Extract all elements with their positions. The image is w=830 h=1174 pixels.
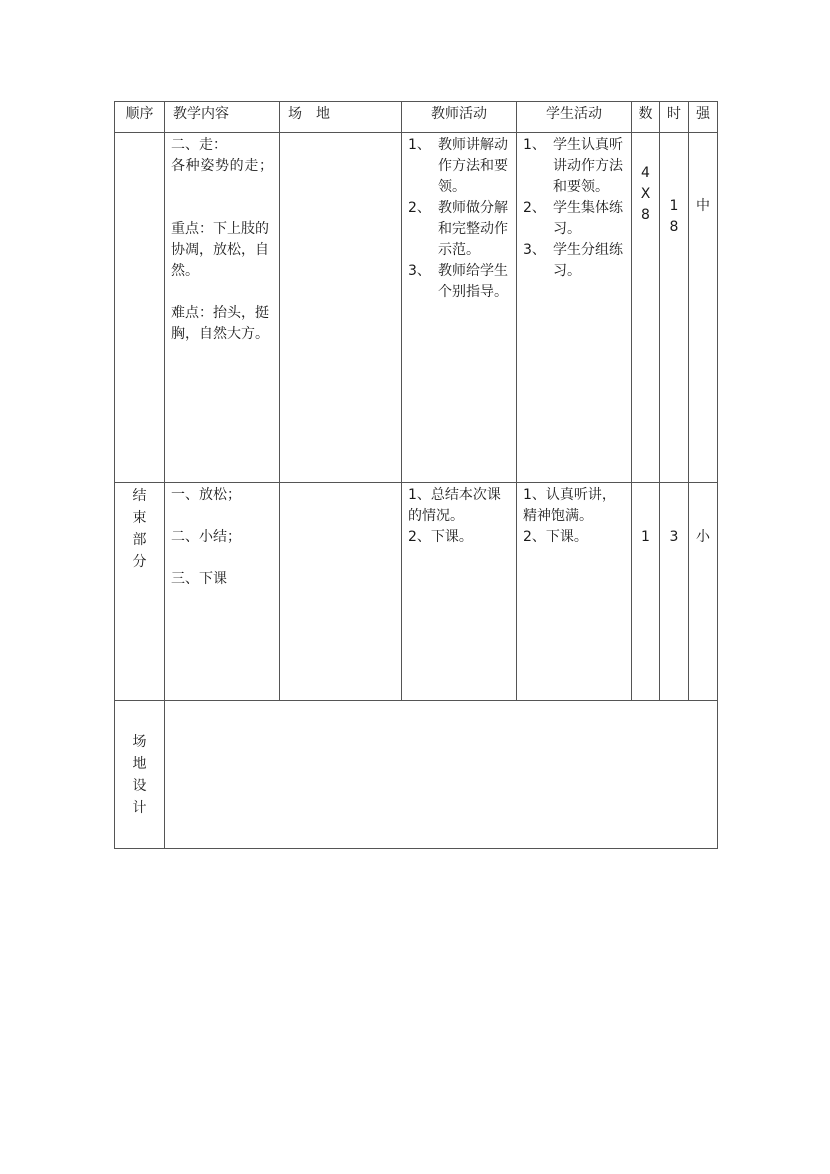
walking-venue-cell [280, 133, 402, 483]
ending-teacher-cell [402, 483, 517, 701]
ending-content-cell [165, 483, 280, 701]
list-item: 2、 学生集体练习。 [523, 200, 623, 237]
ending-content-3: 三、下课 [171, 571, 227, 587]
header-teacher-activity: 教师活动 [402, 102, 517, 133]
ending-row [115, 483, 718, 701]
list-item: 1、 学生认真听讲动作方法和要领。 [523, 137, 623, 195]
ending-student-cell [517, 483, 632, 701]
content-title: 二、走： [171, 137, 227, 153]
header-content: 教学内容 [165, 102, 280, 133]
lesson-plan-table [114, 101, 718, 849]
venue-design-area [165, 701, 718, 849]
header-order: 顺序 [115, 102, 165, 133]
difficulty: 难点：抬头，挺胸，自然大方。 [171, 305, 269, 342]
header-venue: 场 地 [280, 102, 402, 133]
ending-teacher-1: 1、总结本次课的情况。 [408, 487, 501, 524]
ending-count-cell: 1 [632, 483, 660, 701]
key-point: 重点：下上肢的协凋，放松，自然。 [171, 221, 269, 279]
walking-count-cell: 4 X 8 [632, 133, 660, 483]
list-item: 3、 学生分组练习。 [523, 242, 623, 279]
walking-intensity-cell: 中 [689, 133, 718, 483]
list-item: 3、 教师给学生个别指导。 [408, 263, 508, 300]
walking-student-cell [517, 133, 632, 483]
list-item: 2、 教师做分解和完整动作示范。 [408, 200, 508, 258]
ending-teacher-2: 2、下课。 [408, 529, 473, 545]
list-item: 1、 教师讲解动作方法和要领。 [408, 137, 508, 195]
walking-teacher-cell [402, 133, 517, 483]
header-count: 数 [632, 102, 660, 133]
walking-row [115, 133, 718, 483]
header-student-activity: 学生活动 [517, 102, 632, 133]
venue-design-row [115, 701, 718, 849]
ending-student-2: 2、下课。 [523, 529, 588, 545]
ending-student-1: 1、认真听讲，精神饱满。 [523, 487, 616, 524]
header-row [115, 102, 718, 133]
walking-section-cell [115, 133, 165, 483]
venue-design-label: 场地设计 [132, 733, 147, 816]
header-time: 时 [660, 102, 689, 133]
venue-design-label-cell [115, 701, 165, 849]
walking-time-cell: 1 8 [660, 133, 689, 483]
ending-content-2: 二、小结； [171, 529, 241, 545]
ending-section-cell [115, 483, 165, 701]
ending-time-cell: 3 [660, 483, 689, 701]
content-line: 各种姿势的走； [171, 158, 273, 174]
ending-content-1: 一、放松； [171, 487, 241, 503]
header-intensity: 强 [689, 102, 718, 133]
walking-content-cell [165, 133, 280, 483]
ending-section-label: 结束部分 [132, 488, 147, 570]
ending-venue-cell [280, 483, 402, 701]
ending-intensity-cell: 小 [689, 483, 718, 701]
